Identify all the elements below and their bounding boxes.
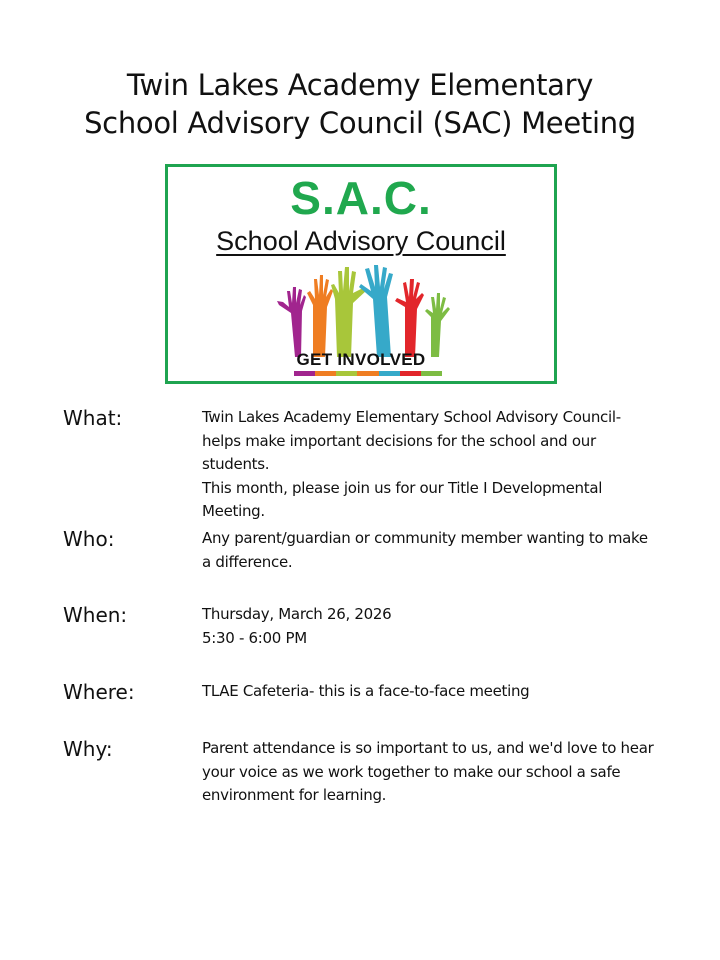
when-date: Thursday, March 26, 2026 [202, 605, 392, 623]
when-time: 5:30 - 6:00 PM [202, 628, 307, 647]
who-label: Who: [63, 527, 115, 551]
who-value [202, 527, 657, 574]
when-value [202, 603, 657, 650]
what-value [202, 406, 657, 524]
what-label: What: [63, 406, 123, 430]
where-text: TLAE Cafeteria- this is a face-to-face meeting [202, 682, 530, 700]
what-meeting-note: This month, please join us for our Title I Developmental Meeting. [202, 478, 603, 520]
why-text: Parent attendance is so important to us, and we'd love to hear your voice as we work together to make our school a safe environment for learning. [202, 739, 654, 804]
when-label: When: [63, 603, 128, 627]
logo-tagline: GET INVOLVED [296, 350, 426, 369]
logo-subtitle: School Advisory Council [216, 226, 506, 256]
title-line-2: School Advisory Council (SAC) Meeting [84, 106, 636, 140]
title-line-1: Twin Lakes Academy Elementary [126, 68, 594, 102]
where-value [202, 680, 657, 704]
who-text: Any parent/guardian or community member wanting to make a difference. [202, 529, 648, 571]
flyer-title [0, 66, 720, 142]
what-description: Twin Lakes Academy Elementary School Advisory Council- helps make important decisions for the school and our students. [202, 408, 621, 473]
sac-logo [165, 164, 557, 384]
where-label: Where: [63, 680, 135, 704]
why-value [202, 737, 657, 808]
logo-acronym: S.A.C. [290, 172, 432, 224]
raised-hands-icon [273, 265, 453, 357]
why-label: Why: [63, 737, 113, 761]
logo-color-bar [294, 371, 442, 376]
